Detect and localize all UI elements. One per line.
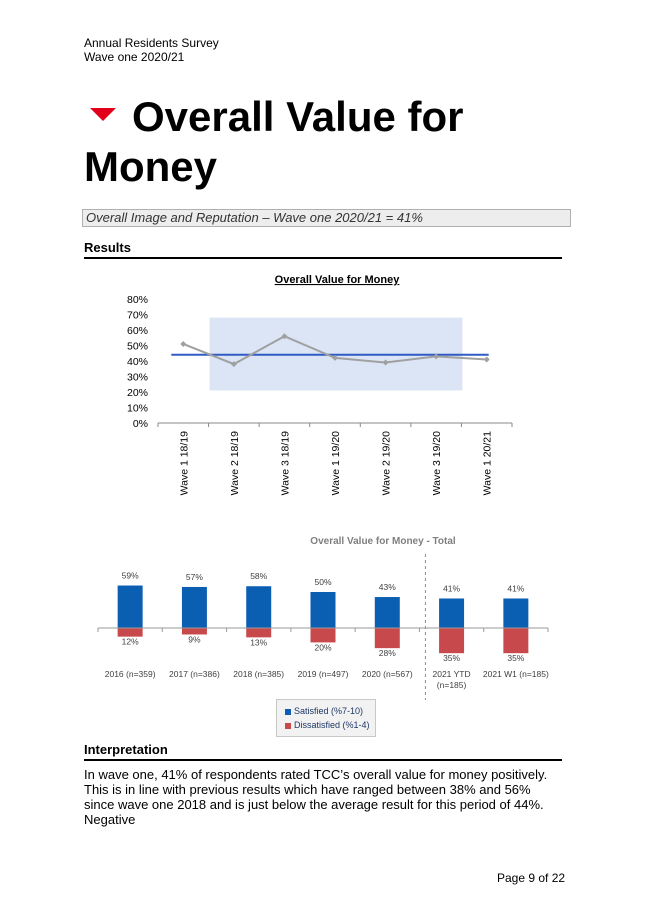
- satisfied-label: 58%: [250, 571, 268, 582]
- dissatisfied-bar: [439, 628, 464, 653]
- satisfied-bar: [118, 586, 143, 628]
- dissatisfied-label: 9%: [188, 634, 201, 645]
- bar-category-label: 2020 (n=567): [361, 669, 413, 679]
- dissatisfied-label: 20%: [314, 642, 332, 653]
- bar-category-label: 2017 (n=386): [169, 669, 220, 679]
- results-heading: Results: [84, 240, 562, 259]
- x-tick-label: Wave 3 19/20: [431, 431, 444, 496]
- y-tick-label: 40%: [126, 356, 148, 368]
- down-triangle-icon: [90, 108, 116, 121]
- y-tick-label: 0%: [132, 418, 148, 430]
- dissatisfied-label: 35%: [443, 653, 461, 664]
- dissatisfied-bar: [311, 628, 336, 642]
- satisfied-label: 41%: [443, 583, 461, 594]
- page-number: Page 9 of 22: [497, 871, 566, 885]
- bar-category-label: 2018 (n=385): [233, 669, 285, 679]
- dissatisfied-label: 13%: [250, 637, 268, 648]
- satisfied-label: 59%: [121, 570, 139, 581]
- line-chart: [110, 268, 530, 512]
- legend-item-satisfied: [285, 706, 363, 716]
- data-point: [484, 356, 490, 362]
- bar-chart-legend: [276, 699, 376, 737]
- satisfied-label: 57%: [185, 571, 203, 582]
- report-header: [84, 36, 219, 64]
- x-tick-label: Wave 3 18/19: [279, 431, 292, 496]
- bar-category-label: 2016 (n=359): [104, 669, 156, 679]
- x-tick-label: Wave 1 20/21: [481, 431, 494, 496]
- dissatisfied-label: 35%: [507, 653, 525, 664]
- x-tick-label: Wave 2 18/19: [228, 431, 241, 496]
- satisfied-label: 43%: [378, 582, 396, 593]
- bar-chart: [84, 528, 564, 700]
- y-tick-label: 30%: [126, 371, 148, 384]
- legend-item-dissatisfied: [285, 720, 370, 730]
- legend-label-dissatisfied: Dissatisfied (%1-4): [294, 720, 370, 730]
- x-tick-label: Wave 1 18/19: [178, 431, 191, 496]
- satisfied-bar: [375, 597, 400, 628]
- line-chart-title: Overall Value for Money: [274, 274, 400, 286]
- report-name: Annual Residents Survey: [84, 36, 219, 50]
- report-wave: Wave one 2020/21: [84, 50, 185, 64]
- dissatisfied-swatch: [285, 723, 291, 729]
- satisfied-bar: [246, 586, 271, 628]
- dissatisfied-label: 12%: [121, 636, 139, 647]
- satisfied-bar: [503, 598, 528, 628]
- y-tick-label: 50%: [126, 340, 148, 353]
- satisfied-label: 41%: [507, 583, 525, 594]
- subtitle-bar: Overall Image and Reputation – Wave one 2020/21 = 41%: [82, 209, 571, 227]
- y-tick-label: 80%: [126, 294, 148, 306]
- bar-chart-title: Overall Value for Money - Total: [310, 536, 456, 547]
- dissatisfied-label: 28%: [378, 648, 396, 659]
- satisfied-bar: [311, 592, 336, 628]
- page-title: Overall Value for Money: [84, 93, 464, 190]
- page-title-block: [84, 92, 584, 192]
- x-tick-label: Wave 2 19/20: [380, 431, 393, 496]
- interpretation-paragraph: In wave one, 41% of respondents rated TCC’s overall value for money positively. This is in line with previous results which have ranged between 38% and 56% since wave one 2018 and is just below the average result for this period of 44%. Negative: [84, 767, 548, 827]
- y-tick-label: 20%: [126, 387, 148, 399]
- dissatisfied-bar: [118, 628, 143, 637]
- bar-category-label: 2021 YTD (n=185): [432, 669, 471, 690]
- y-tick-label: 60%: [126, 325, 148, 337]
- data-point: [180, 341, 186, 347]
- dissatisfied-bar: [503, 628, 528, 653]
- y-tick-label: 70%: [126, 309, 148, 322]
- satisfied-label: 50%: [314, 577, 332, 587]
- x-tick-label: Wave 1 19/20: [330, 431, 342, 496]
- satisfied-swatch: [285, 709, 291, 715]
- bar-category-label: 2019 (n=497): [297, 669, 349, 679]
- y-tick-label: 10%: [126, 402, 148, 415]
- legend-label-satisfied: Satisfied (%7-10): [294, 706, 364, 716]
- satisfied-bar: [182, 587, 207, 628]
- dissatisfied-bar: [246, 628, 271, 637]
- interpretation-heading: Interpretation: [84, 742, 562, 761]
- bar-category-label: 2021 W1 (n=185): [482, 669, 549, 679]
- satisfied-bar: [439, 598, 464, 628]
- dissatisfied-bar: [375, 628, 400, 648]
